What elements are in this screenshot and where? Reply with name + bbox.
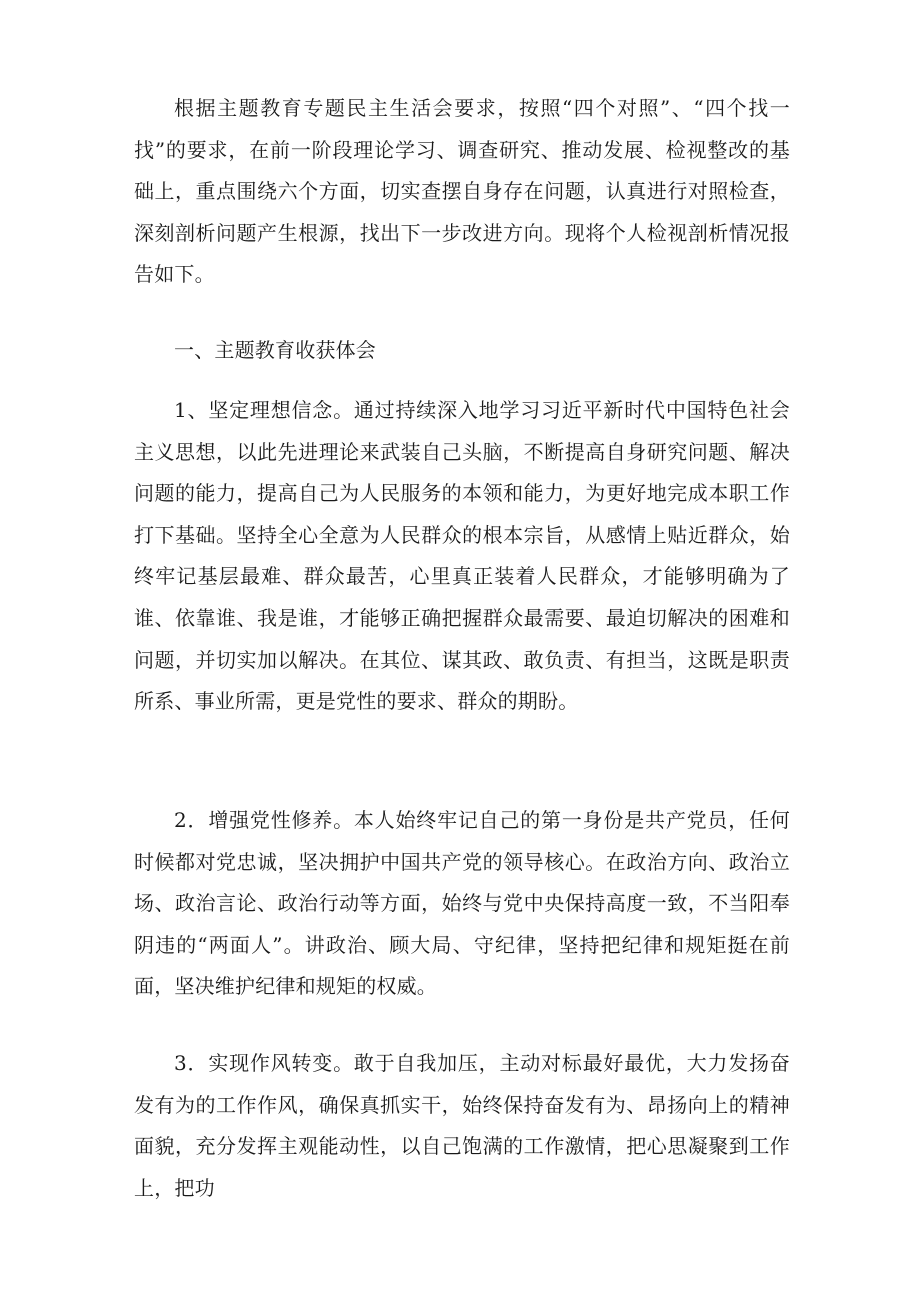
intro-paragraph: 根据主题教育专题民主生活会要求，按照“四个对照”、“四个找一找”的要求，在前一阶段理论学习、调查研究、推动发展、检视整改的基础上，重点围绕六个方面，切实查摆自身存在问题，认真进行对照检查，深刻剖析问题产生根源，找出下一步改进方向。现将个人检视剖析情况报告如下。 (134, 96, 790, 287)
item-1-paragraph: 1、坚定理想信念。通过持续深入地学习习近平新时代中国特色社会主义思想，以此先进理论来武装自己头脑，不断提高自身研究问题、解决问题的能力，提高自己为人民服务的本领和能力，为更好地完成本职工作打下基础。坚持全心全意为人民群众的根本宗旨，从感情上贴近群众，始终牢记基层最难、群众最苦，心里真正装着人民群众，才能够明确为了谁、依靠谁、我是谁，才能够正确把握群众最需要、最迫切解决的困难和问题，并切实加以解决。在其位、谋其政、敢负责、有担当，这既是职责所系、事业所需，更是党性的要求、群众的期盼。 (134, 398, 790, 714)
section-heading: 一、主题教育收获体会 (174, 338, 376, 362)
item-2-paragraph: 2．增强党性修养。本人始终牢记自己的第一身份是共产党员，任何时候都对党忠诚，坚决拥护中国共产党的领导核心。在政治方向、政治立场、政治言论、政治行动等方面，始终与党中央保持高度一致，不当阳奉阴违的“两面人”。讲政治、顾大局、守纪律，坚持把纪律和规矩挺在前面，坚决维护纪律和规矩的权威。 (134, 808, 790, 999)
item-3-paragraph: 3．实现作风转变。敢于自我加压，主动对标最好最优，大力发扬奋发有为的工作作风，确保真抓实干，始终保持奋发有为、昂扬向上的精神面貌，充分发挥主观能动性，以自己饱满的工作激情，把心思凝聚到工作上，把功 (134, 1051, 790, 1200)
